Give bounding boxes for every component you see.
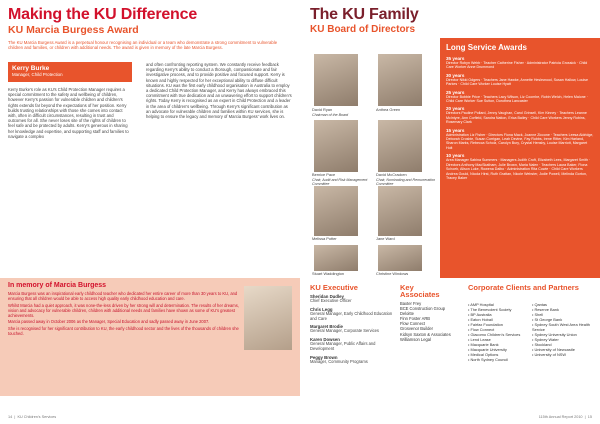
board-photo: [314, 186, 358, 236]
board-role: Chairman of the Board: [312, 112, 349, 117]
list-item: Grosvenor Builder: [400, 326, 433, 332]
ls-year: 25 years: [446, 89, 465, 95]
associates-column: [400, 284, 464, 342]
board-name-block: [312, 272, 372, 277]
list-item: Finn Foster ARB: [400, 316, 431, 322]
list-item: • Sydney University Union: [532, 332, 577, 337]
ls-year: 30 years: [446, 72, 465, 78]
board-name-block: [312, 237, 372, 242]
memory-p3: Marcia passed away in October 2006 as the Manager, Special Education and sadly passed away in June 2007.: [8, 319, 210, 324]
corporate-column: [468, 283, 596, 362]
footer-report: 115th Annual Report 2010: [538, 415, 583, 419]
exec-item: [310, 355, 394, 365]
ls-entry: [446, 128, 594, 151]
board-name-block: [376, 272, 436, 277]
footer-org: KU Children's Services: [17, 415, 57, 419]
ls-text: Director Robyn Webb · Teacher Catherine Fisher · Administrator Patricia Grossick · Child Care Worker Anne Drummond: [446, 61, 588, 70]
board-name-block: [312, 108, 372, 117]
board-name-block: [376, 173, 436, 186]
ls-text: Director Bobbie Price · Teachers Lacy Wilson, Liz Coombe, Robin Welch, Helen Malone · Child Care Worker Sue Sutton, Dorothea Lancaster: [446, 94, 588, 104]
board-title: KU Board of Directors: [310, 24, 416, 35]
board-name: David Ryan: [312, 107, 333, 112]
exec-item: [310, 294, 394, 304]
list-item: • Sydney South West Area Health Service: [532, 322, 590, 332]
ls-entry: [446, 153, 594, 180]
list-item: • Lend Lease: [468, 337, 491, 342]
exec-item: [310, 307, 394, 322]
list-item: • AMP Hospital: [468, 302, 494, 307]
memory-box: [0, 278, 300, 396]
exec-name: Chris Legg: [310, 306, 333, 312]
ls-text: Director Nikki Odgers · Teachers Jane Hawke, Annette Heslewood, Susan Hallow, Louise Parkes · Child Care Worker Louise Hyatt: [446, 77, 588, 87]
board-photo: [378, 120, 422, 172]
exec-role: Chief Executive Officer: [310, 298, 352, 303]
list-item: Flow Connect: [400, 321, 426, 327]
board-name: Anthea Green: [376, 107, 401, 112]
ls-entry: [446, 73, 594, 87]
ls-year: 10 years: [446, 153, 465, 159]
board-name: Stuart Waddington: [312, 271, 345, 276]
footer-right: 115th Annual Report 2010 | 15: [538, 415, 592, 419]
exec-name: Karen Dowsen: [310, 337, 340, 343]
board-role: Chair, Audit and Risk Management Committee: [312, 177, 368, 186]
ls-text: Area Manager Sabina Summers · Managers Judith Croft, Elizabeth Lees, Margaret Smith · Directors Anthony MacSkatham, Julie Brown, Maria Nalen · Teachers Laura Baker, Fiona Schoeb, Alison Luke, Rowena Dalbo · Administration Rita Cowie · Child Care Workers Andrea Gould, Nicola Hirst, Ruth Grattan, Nicole Webster, Jodie Powell, Melinda Gorton, Tracey Baker: [446, 158, 591, 180]
board-photo: [378, 245, 422, 271]
associates-title: Key Associates: [400, 283, 440, 299]
list-item: • University of Newcastle: [532, 347, 575, 352]
exec-title: KU Executive: [310, 283, 358, 292]
ls-text: Administration Liz Fisher · Directors Fiona Mack, Joanne Ziccone · Teachers Leesa Aldridge, Deborah Crosbie, Susan Corrigan, Leah Devine, Fay Robbs, Irene Ritter, Kim Harland, Sharon Marks, Rebecca Scholz, Carolyn Bury, Crystal Hensby, Louise Marriott, Margaret Holt: [446, 132, 594, 150]
winner-role: Manager, Child Protection: [12, 72, 63, 77]
list-item: • Reserve Bank: [532, 307, 559, 312]
ls-year: 15 years: [446, 127, 465, 133]
footer-left: 14 | KU Children's Services: [8, 415, 57, 419]
exec-item: [310, 337, 394, 352]
list-item: Deloitte: [400, 311, 414, 317]
list-item: • Fairfax Foundation: [468, 322, 503, 327]
ls-year: 35 years: [446, 56, 465, 61]
board-name-block: [376, 237, 436, 242]
list-item: • Macquarie University: [468, 347, 507, 352]
ls-entry: [446, 56, 594, 70]
ls-text: Directors Pauline Pollard, Jenny Vaughan, Carol Grinsell, Kim Kinney · Teachers Leanne McIntyre, Ann Corfield, Sandra Nation, Erica Bailey · Child Care Workers Jenny Robins, Rosemary Clark: [446, 111, 587, 125]
exec-role: General Manager, Public Affairs and Development: [310, 341, 376, 351]
body-col-1: Kerry Burke's role as KU's Child Protection Manager requires a special commitment to the safety and wellbeing of children, however Kerry's passion for vulnerable children and children's rights extends far beyond the expectations of her position. Kerry builds trusting relationships with those she comes into contact with, often in difficult circumstances, resulting in trust and outcomes for all. She never loses site of the rights of children to feel safe and be protected by adults. Kerry's generous in sharing her knowledge and expertise, and supporting staff and families to navigate a complex: [8, 87, 129, 139]
list-item: Baxter Frey: [400, 301, 422, 306]
corporate-title: Corporate Clients and Partners: [468, 283, 579, 292]
winner-name: Kerry Burke: [12, 65, 50, 72]
board-name: Melissa Potter: [312, 236, 337, 241]
corporate-list-2: [532, 302, 596, 357]
board-name: Christine Windows: [376, 271, 409, 276]
board-name: Bernice Pace: [312, 172, 336, 177]
ls-entry: [446, 106, 594, 124]
page-number: 15: [587, 415, 592, 419]
memory-p1: Marcia Burgess was an inspirational early childhood teacher who dedicated her entire career of more than 30 years to KU, and ensuring that all children would be able to access high quality early childhood education and care.: [8, 291, 238, 301]
board-photo: [314, 54, 358, 106]
exec-role: Manager, Community Programs: [310, 358, 368, 364]
list-item: • Sydney Water: [532, 337, 559, 342]
right-page: [300, 0, 600, 424]
exec-name: Sheridan Dudley: [310, 294, 344, 299]
board-photo: [378, 186, 422, 236]
ls-entry: [446, 90, 594, 104]
corporate-list-1: [468, 302, 532, 362]
exec-name: Peggy Brown: [310, 354, 338, 360]
body-col-2: and often confronting reporting system. We constantly receive feedback regarding Kerry's ability to conduct a thorough, compassionate and fair investigative process, and to provide positive and focused support. Kerry is known and highly respected for her exceptional ability to diffuse difficult situations. KU was the first early childhood organisation in Australia to employ a dedicated Child Protection Manager, and Kerry has always embraced this commitment with true dedication and an unwavering effort to support children's rights. Today Kerry is recognised as an expert in Child Protection and a leader in the area of children's wellbeing. Through Kerry's significant contribution as an advocate for vulnerable children and families within KU services, she is helping to ensure the legacy and memory of Marcia Burgess' work lives on.: [146, 62, 292, 120]
exec-role: General Manager, Early Childhood Education and Care: [310, 310, 393, 321]
list-item: • Qantas: [532, 302, 547, 307]
list-item: • BP Australia: [468, 312, 492, 317]
list-item: Kidsyn Saxton & Associates: [400, 331, 451, 337]
board-role: Chair, Nominating and Remuneration Committee: [376, 177, 436, 186]
page-number: 14: [8, 415, 13, 419]
list-item: • North Sydney Council: [468, 357, 509, 362]
list-item: • Flow Connect: [468, 327, 495, 332]
page-title: Making the KU Difference: [8, 6, 198, 23]
list-item: • Shell: [532, 312, 544, 317]
list-item: • University of NSW: [532, 352, 567, 357]
ls-year: 20 years: [446, 106, 465, 112]
list-item: • Giacomo Children's Services: [468, 332, 521, 337]
marcia-photo: [244, 286, 292, 350]
list-item: Williamson Legal: [400, 336, 431, 342]
list-item: • St George Bank: [532, 317, 563, 322]
award-intro: The KU Marcia Burgess Award is a perpetual honour recognising an individual or a team who demonstrate a strong commitment to vulnerable children and families, or children with additional needs. The award is given in memory of the late Marcia Burgess.: [8, 40, 278, 51]
board-photo: [378, 54, 422, 106]
list-item: • Medical Options: [468, 352, 499, 357]
board-name-block: [376, 108, 436, 113]
exec-item: [310, 324, 394, 334]
board-name: David McCracken: [376, 172, 407, 177]
list-item: • Macquarie Bank: [468, 342, 499, 347]
family-title: The KU Family: [310, 6, 419, 23]
list-item: • Stockland: [532, 342, 552, 347]
list-item: BCE Construction Group: [400, 306, 446, 312]
list-item: • The Benevolent Society: [468, 307, 512, 312]
winner-box: [8, 62, 132, 82]
long-service-panel: [440, 38, 600, 278]
memory-p2: Whilst Marcia had a quiet approach, it was none-the-less driven by her strong will and determination. The results of her dreams, vision and advocacy for vulnerable children, children with additional needs and families have shown as some of KU's greatest achievements.: [8, 302, 239, 318]
long-service-title: Long Service Awards: [446, 43, 527, 52]
exec-role: General Manager, Corporate Services: [310, 328, 379, 334]
board-name: Jane Ward: [376, 236, 395, 241]
memory-title: In memory of Marcia Burgess: [8, 282, 107, 289]
board-photo: [314, 120, 358, 172]
associates-list: [400, 301, 464, 342]
exec-column: [310, 284, 394, 365]
exec-name: Margaret Brodie: [310, 324, 343, 330]
award-title: KU Marcia Burgess Award: [8, 24, 139, 36]
board-photo: [314, 245, 358, 271]
memory-p4: She is recognised for her significant contribution to KU, the early childhood sector and the lives of the thousands of children she touched.: [8, 325, 239, 336]
board-name-block: [312, 173, 372, 186]
list-item: • Eaton Hobail: [468, 317, 493, 322]
